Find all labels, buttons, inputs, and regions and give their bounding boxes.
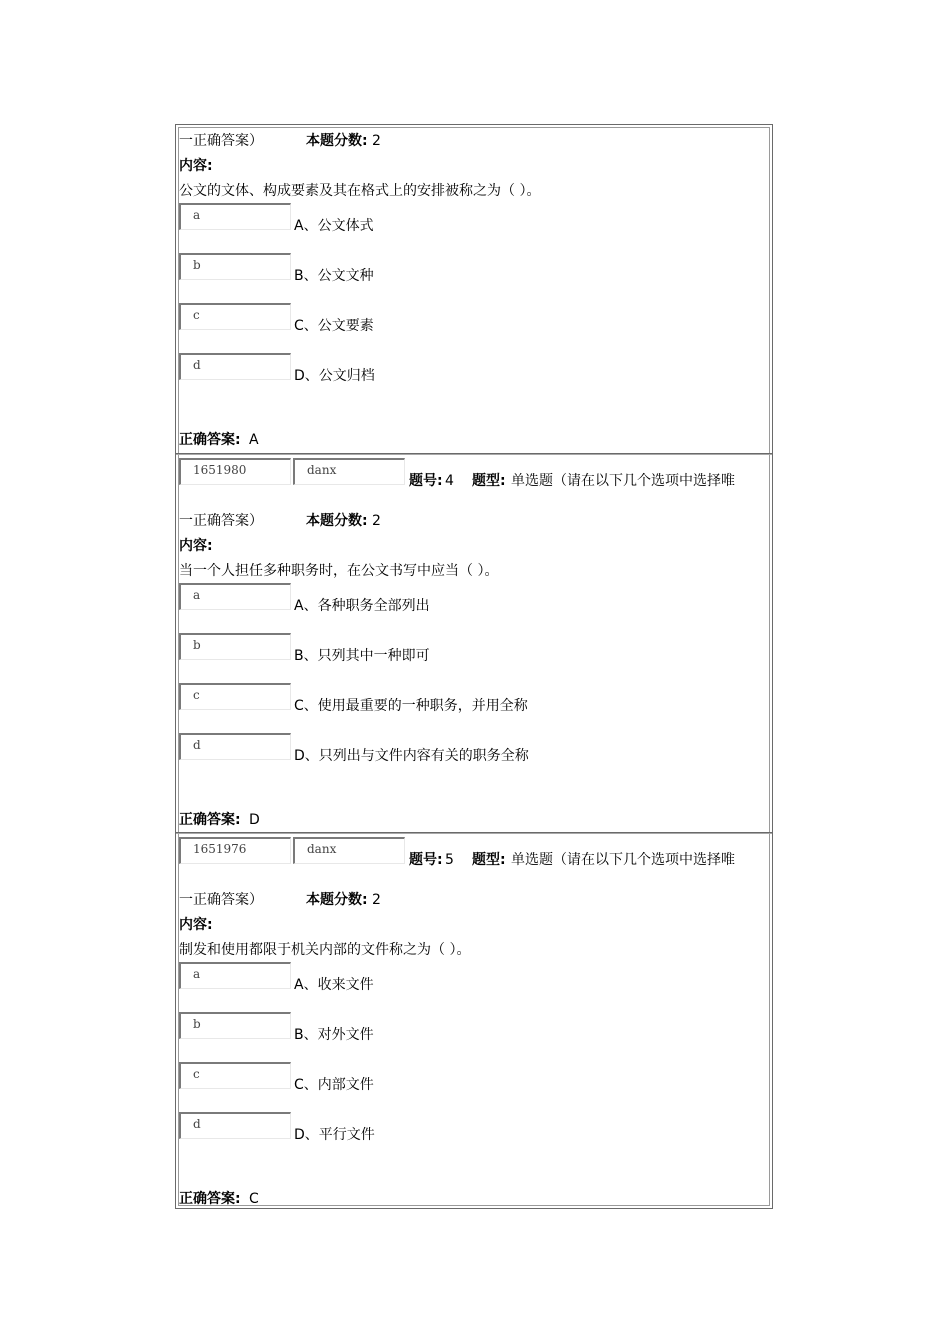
question-block-3 bbox=[176, 125, 772, 453]
question-number: 5 bbox=[445, 852, 454, 868]
question-number-label: 题号: bbox=[409, 473, 443, 489]
content-label: 内容: bbox=[179, 538, 213, 554]
option-a-input[interactable]: a bbox=[179, 962, 291, 989]
question-type-tail: 一正确答案） bbox=[179, 133, 263, 149]
question-type-tail: 一正确答案） bbox=[179, 892, 263, 908]
answer-label: 正确答案: bbox=[179, 812, 241, 828]
option-b-input[interactable]: b bbox=[179, 253, 291, 280]
option-b-label: B、对外文件 bbox=[294, 1027, 374, 1043]
question-id-input[interactable]: 1651976 bbox=[179, 837, 291, 864]
option-b-label: B、只列其中一种即可 bbox=[294, 648, 430, 664]
question-block-5 bbox=[176, 835, 772, 1207]
answer-value: A bbox=[249, 432, 259, 448]
score-value: 2 bbox=[372, 133, 381, 149]
option-c-label: C、内部文件 bbox=[294, 1077, 374, 1093]
score-value: 2 bbox=[372, 513, 381, 529]
question-divider bbox=[176, 453, 772, 455]
answer-label: 正确答案: bbox=[179, 432, 241, 448]
question-code-input[interactable]: danx bbox=[293, 458, 405, 485]
score-label: 本题分数: bbox=[306, 133, 368, 149]
option-c-input[interactable]: c bbox=[179, 303, 291, 330]
option-b-input[interactable]: b bbox=[179, 633, 291, 660]
option-a-input[interactable]: a bbox=[179, 583, 291, 610]
option-b-label: B、公文文种 bbox=[294, 268, 374, 284]
option-c-label: C、公文要素 bbox=[294, 318, 374, 334]
question-block-4 bbox=[176, 456, 772, 832]
option-c-label: C、使用最重要的一种职务，并用全称 bbox=[294, 698, 528, 714]
score-value: 2 bbox=[372, 892, 381, 908]
option-a-input[interactable]: a bbox=[179, 203, 291, 230]
option-b-input[interactable]: b bbox=[179, 1012, 291, 1039]
score-label: 本题分数: bbox=[306, 892, 368, 908]
question-list-frame bbox=[175, 124, 773, 1209]
question-type-text: 单选题（请在以下几个选项中选择唯 bbox=[511, 852, 735, 868]
answer-value: D bbox=[249, 812, 260, 828]
option-c-input[interactable]: c bbox=[179, 683, 291, 710]
question-text: 制发和使用都限于机关内部的文件称之为（ ）。 bbox=[179, 942, 471, 958]
option-d-input[interactable]: d bbox=[179, 1112, 291, 1139]
question-type-text: 单选题（请在以下几个选项中选择唯 bbox=[511, 473, 735, 489]
question-text: 公文的文体、构成要素及其在格式上的安排被称之为（ ）。 bbox=[179, 183, 541, 199]
score-label: 本题分数: bbox=[306, 513, 368, 529]
answer-value: C bbox=[249, 1191, 259, 1207]
content-label: 内容: bbox=[179, 158, 213, 174]
question-divider bbox=[176, 832, 772, 834]
question-type-label: 题型: bbox=[472, 473, 506, 489]
question-type-label: 题型: bbox=[472, 852, 506, 868]
question-code-input[interactable]: danx bbox=[293, 837, 405, 864]
option-d-label: D、只列出与文件内容有关的职务全称 bbox=[294, 748, 529, 764]
question-number: 4 bbox=[445, 473, 454, 489]
option-d-label: D、平行文件 bbox=[294, 1127, 375, 1143]
answer-label: 正确答案: bbox=[179, 1191, 241, 1207]
option-d-label: D、公文归档 bbox=[294, 368, 375, 384]
option-d-input[interactable]: d bbox=[179, 353, 291, 380]
option-d-input[interactable]: d bbox=[179, 733, 291, 760]
option-a-label: A、公文体式 bbox=[294, 218, 374, 234]
question-type-tail: 一正确答案） bbox=[179, 513, 263, 529]
option-a-label: A、各种职务全部列出 bbox=[294, 598, 430, 614]
content-label: 内容: bbox=[179, 917, 213, 933]
question-id-input[interactable]: 1651980 bbox=[179, 458, 291, 485]
option-c-input[interactable]: c bbox=[179, 1062, 291, 1089]
question-number-label: 题号: bbox=[409, 852, 443, 868]
question-text: 当一个人担任多种职务时，在公文书写中应当（ ）。 bbox=[179, 563, 499, 579]
option-a-label: A、收来文件 bbox=[294, 977, 374, 993]
